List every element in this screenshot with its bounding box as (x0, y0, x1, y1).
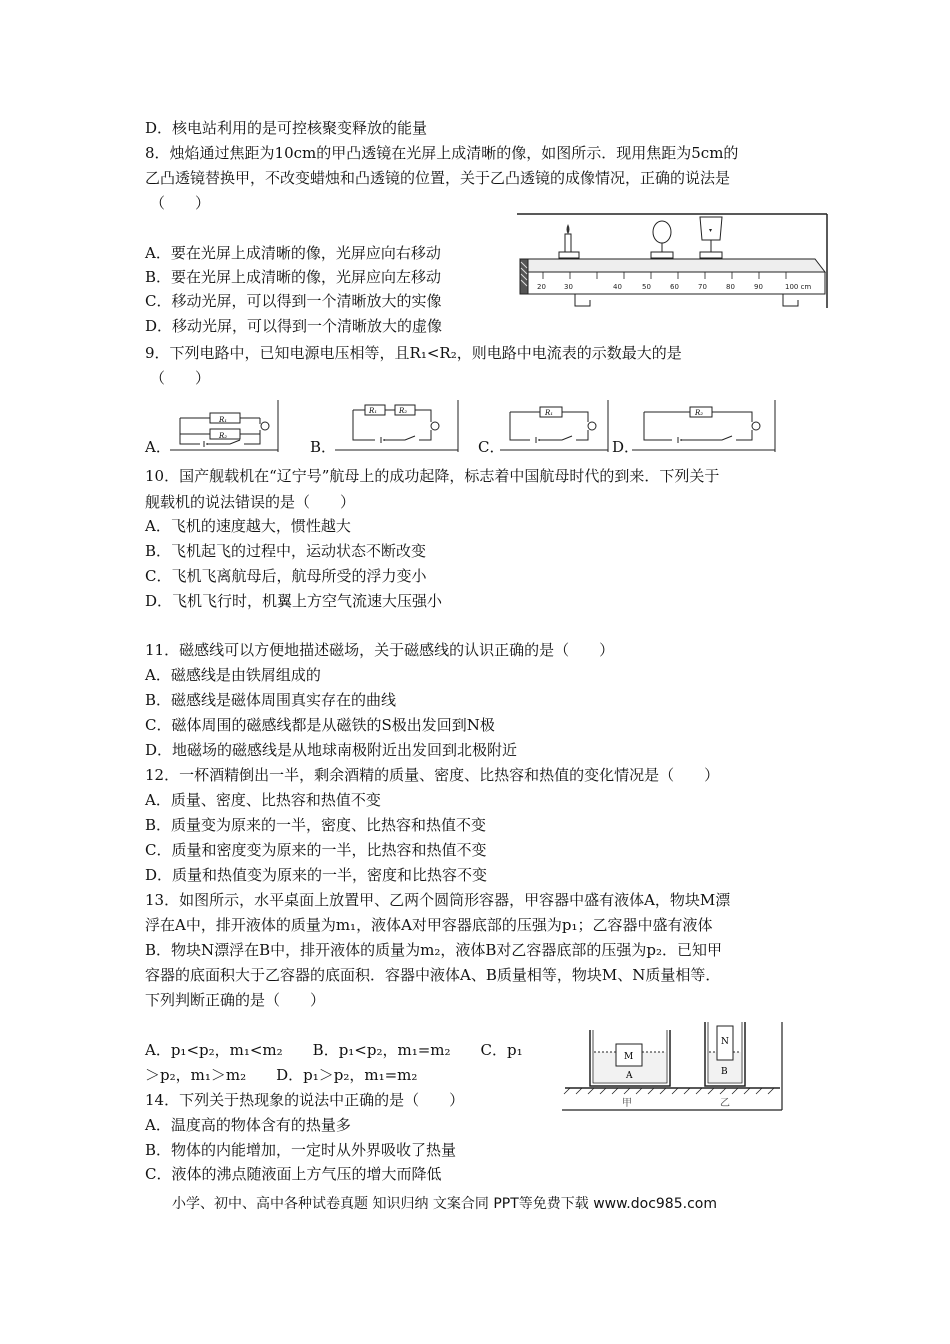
liquid-b-label: B (721, 1067, 728, 1077)
ruler-tick-100: 100 cm (785, 283, 812, 291)
block-m-label: M (624, 1052, 634, 1062)
q8-stem-line1: 8．烛焰通过焦距为10cm的甲凸透镜在光屏上成清晰的像，如图所示．现用焦距为5cm的 (145, 144, 739, 162)
ruler-tick-70: 70 (698, 283, 707, 291)
q9-label-b: B． (310, 438, 337, 456)
q8-option-c: C．移动光屏，可以得到一个清晰放大的实像 (145, 292, 442, 310)
q9-stem: 9．下列电路中，已知电源电压相等，且R₁<R₂，则电路中电流表的示数最大的是 (145, 344, 682, 362)
q13-stem-line5: 下列判断正确的是（ ） (145, 991, 326, 1009)
q13-stem-line1: 13．如图所示，水平桌面上放置甲、乙两个圆筒形容器，甲容器中盛有液体A，物块M漂 (145, 891, 731, 909)
q12-option-d: D．质量和热值变为原来的一半，密度和比热容不变 (145, 866, 488, 884)
q14-option-c: C．液体的沸点随液面上方气压的增大而降低 (145, 1165, 442, 1183)
ruler-tick-40: 40 (613, 283, 622, 291)
q13-options-line2: ＞p₂，m₁＞m₂ D．p₁＞p₂，m₁=m₂ (145, 1066, 418, 1084)
ruler-tick-20: 20 (537, 283, 546, 291)
liquid-a-label: A (626, 1071, 633, 1081)
q11-option-c: C．磁体周围的磁感线都是从磁铁的S极出发回到N极 (145, 716, 495, 734)
circuit-d-figure (632, 400, 777, 452)
q9-label-a: A． (145, 438, 171, 456)
q11-option-b: B．磁感线是磁体周围真实存在的曲线 (145, 691, 397, 709)
q12-stem: 12．一杯酒精倒出一半，剩余酒精的质量、密度、比热容和热值的变化情况是（ ） (145, 766, 720, 784)
ruler-tick-90: 90 (754, 283, 763, 291)
q10-stem-line2: 舰载机的说法错误的是（ ） (145, 493, 356, 511)
q13-stem-line2: 浮在A中，排开液体的质量为m₁，液体A对甲容器底部的压强为p₁；乙容器中盛有液体 (145, 916, 713, 934)
q8-option-a: A．要在光屏上成清晰的像，光屏应向右移动 (145, 244, 441, 262)
container-yi-label: 乙 (720, 1098, 730, 1109)
svg-text:▾: ▾ (709, 227, 713, 234)
container-jia-label: 甲 (622, 1098, 632, 1109)
q14-option-a: A．温度高的物体含有的热量多 (145, 1116, 351, 1134)
q10-option-d: D．飞机飞行时，机翼上方空气流速大压强小 (145, 592, 443, 610)
circuit-b-figure (335, 400, 460, 452)
q11-option-a: A．磁感线是由铁屑组成的 (145, 666, 321, 684)
q13-stem-line4: 容器的底面积大于乙容器的底面积．容器中液体A、B质量相等，物块M、N质量相等． (145, 966, 721, 984)
circuit-a-figure (170, 400, 280, 452)
circuit-d-r2-label: R₂ (695, 409, 704, 417)
circuit-a-r1-label: R₁ (219, 416, 228, 424)
circuit-b-r2-label: R₂ (399, 407, 408, 415)
q8-bracket: （ ） (150, 194, 211, 212)
q14-stem: 14．下列关于热现象的说法中正确的是（ ） (145, 1091, 465, 1109)
q9-label-c: C． (478, 438, 505, 456)
page-footer: 小学、初中、高中各种试卷真题 知识归纳 文案合同 PPT等免费下载 www.doc985.com (172, 1196, 717, 1212)
q8-option-d: D．移动光屏，可以得到一个清晰放大的虚像 (145, 317, 443, 335)
q11-stem: 11．磁感线可以方便地描述磁场，关于磁感线的认识正确的是（ ） (145, 641, 615, 659)
optical-bench-figure (515, 212, 830, 312)
q13-options-line1: A．p₁<p₂，m₁<m₂ B．p₁<p₂，m₁=m₂ C．p₁ (145, 1041, 523, 1059)
q13-stem-line3: B．物块N漂浮在B中，排开液体的质量为m₂，液体B对乙容器底部的压强为p₂．已知甲 (145, 941, 723, 959)
circuit-a-r2-label: R₂ (219, 432, 228, 440)
q12-option-a: A．质量、密度、比热容和热值不变 (145, 791, 381, 809)
q12-option-b: B．质量变为原来的一半，密度、比热容和热值不变 (145, 816, 487, 834)
q14-option-b: B．物体的内能增加，一定时从外界吸收了热量 (145, 1141, 457, 1159)
circuit-c-figure (500, 400, 610, 452)
q7-option-d: D．核电站利用的是可控核聚变释放的能量 (145, 119, 428, 137)
q10-option-c: C．飞机飞离航母后，航母所受的浮力变小 (145, 567, 427, 585)
ruler-tick-80: 80 (726, 283, 735, 291)
q11-option-d: D．地磁场的磁感线是从地球南极附近出发回到北极附近 (145, 741, 518, 759)
q9-label-d: D． (612, 438, 640, 456)
q10-stem-line1: 10．国产舰载机在“辽宁号”航母上的成功起降，标志着中国航母时代的到来．下列关于 (145, 467, 720, 485)
q8-stem-line2: 乙凸透镜替换甲，不改变蜡烛和凸透镜的位置，关于乙凸透镜的成像情况，正确的说法是 (145, 169, 731, 187)
q8-option-b: B．要在光屏上成清晰的像，光屏应向左移动 (145, 268, 442, 286)
ruler-tick-60: 60 (670, 283, 679, 291)
circuit-c-r1-label: R₁ (545, 409, 554, 417)
containers-figure (560, 1022, 785, 1112)
q10-option-b: B．飞机起飞的过程中，运动状态不断改变 (145, 542, 427, 560)
block-n-label: N (721, 1037, 729, 1047)
ruler-tick-50: 50 (642, 283, 651, 291)
q12-option-c: C．质量和密度变为原来的一半，比热容和热值不变 (145, 841, 487, 859)
circuit-b-r1-label: R₁ (369, 407, 378, 415)
q9-bracket: （ ） (150, 369, 211, 387)
ruler-tick-30: 30 (564, 283, 573, 291)
q10-option-a: A．飞机的速度越大，惯性越大 (145, 517, 351, 535)
